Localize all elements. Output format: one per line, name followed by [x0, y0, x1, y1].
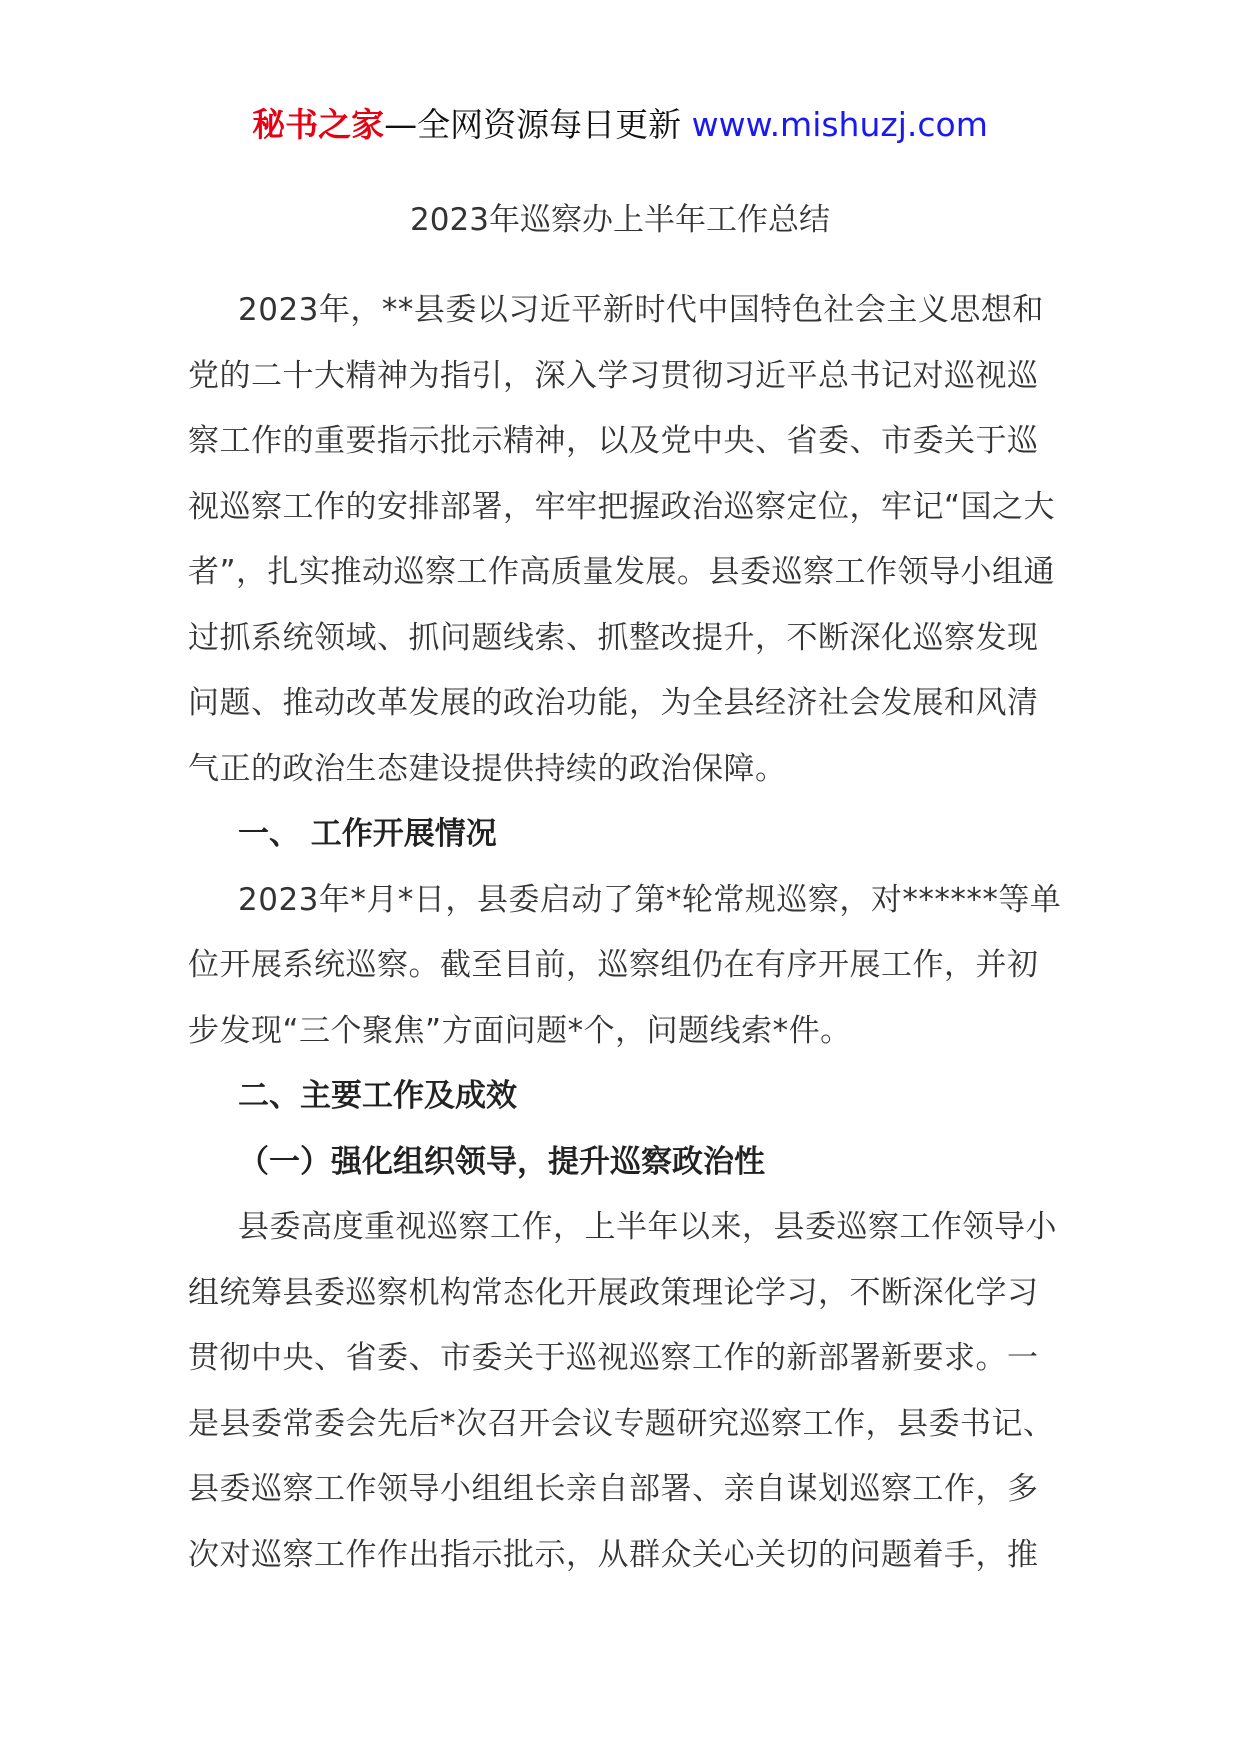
section-1-paragraph: 2023年*月*日，县委启动了第*轮常规巡察，对******等单位开展系统巡察。截至目前，巡察组仍在有序开展工作，并初步发现“三个聚焦”方面问题*个，问题线索*件。 [188, 881, 1062, 1049]
site-url-link[interactable]: www.mishuzj.com [691, 105, 988, 144]
header-slogan: —全网资源每日更新 [384, 105, 692, 144]
document-body [188, 278, 1068, 1588]
subsection-1-paragraph: 县委高度重视巡察工作，上半年以来，县委巡察工作领导小组统筹县委巡察机构常态化开展政策理论学习，不断深化学习贯彻中央、省委、市委关于巡视巡察工作的新部署新要求。一是县委常委会先后*次召开会议专题研究巡察工作，县委书记、县委巡察工作领导小组组长亲自部署、亲自谋划巡察工作，多次对巡察工作作出指示批示，从群众关心关切的问题着手，推 [188, 1209, 1057, 1573]
section-heading-1: 一、 工作开展情况 [238, 816, 497, 852]
brand-name: 秘书之家 [252, 105, 385, 144]
section-heading-2: 二、主要工作及成效 [238, 1078, 517, 1114]
subsection-heading-1: （一）强化组织领导，提升巡察政治性 [238, 1143, 765, 1180]
site-header [0, 100, 1240, 150]
document-title: 2023年巡察办上半年工作总结 [410, 202, 830, 238]
intro-paragraph: 2023年，**县委以习近平新时代中国特色社会主义思想和党的二十大精神为指引，深入学习贯彻习近平总书记对巡视巡察工作的重要指示批示精神，以及党中央、省委、市委关于巡视巡察工作的安排部署，牢牢把握政治巡察定位，牢记“国之大者”，扎实推动巡察工作高质量发展。县委巡察工作领导小组通过抓系统领域、抓问题线索、抓整改提升，不断深化巡察发现问题、推动改革发展的政治功能，为全县经济社会发展和风清气正的政治生态建设提供持续的政治保障。 [188, 292, 1056, 787]
